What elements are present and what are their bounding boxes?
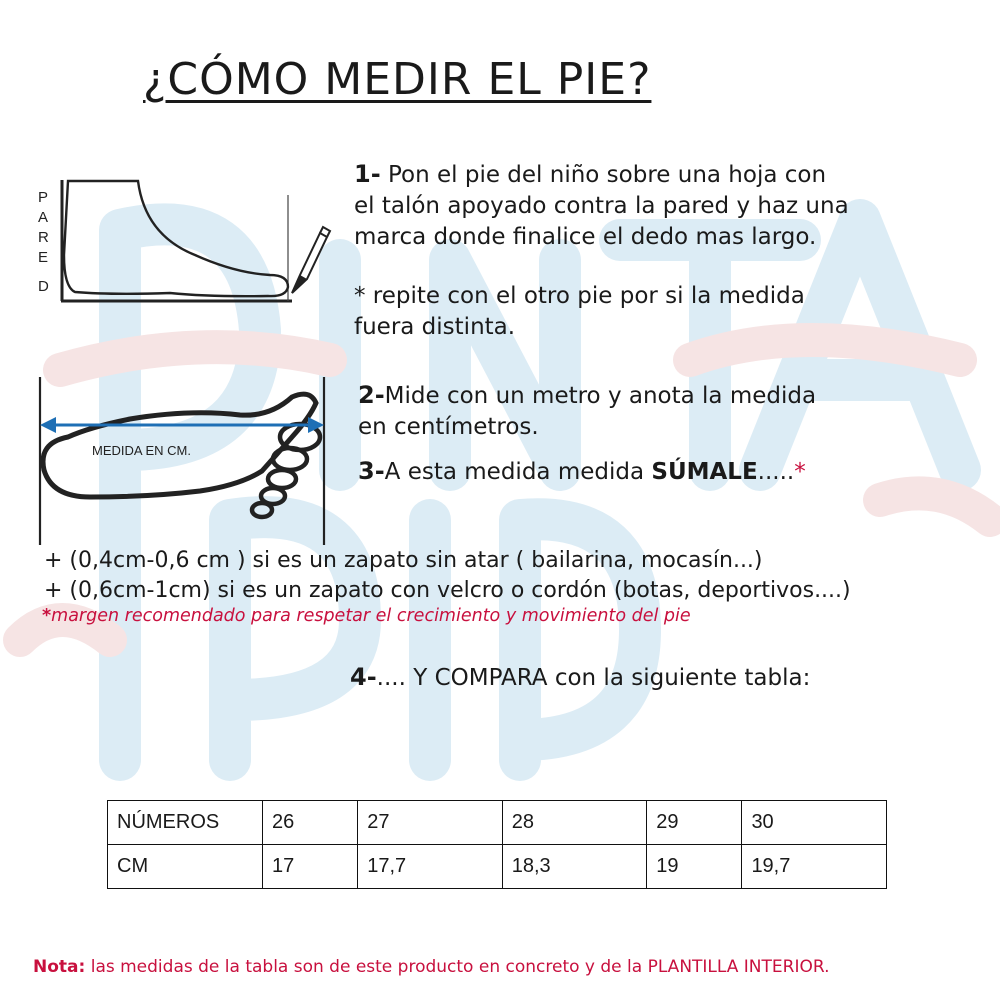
step-3 [358, 456, 806, 488]
step-text: .... Y COMPARA con la siguiente tabla: [376, 665, 811, 691]
step-4 [350, 662, 810, 694]
wall-letter: D [38, 278, 49, 295]
pencil-icon [292, 227, 330, 293]
table-cell: 17 [263, 845, 358, 889]
table-cell: CM [108, 845, 263, 889]
footnote-label: Nota: [33, 957, 86, 977]
wall-letter: A [38, 209, 49, 226]
step-number: 4- [350, 663, 377, 691]
asterisk-mark: * [42, 606, 52, 626]
step-text: en centímetros. [358, 414, 539, 440]
step-2 [358, 380, 816, 443]
repeat-note [354, 281, 805, 343]
page-title: ¿CÓMO MEDIR EL PIE? [143, 54, 652, 105]
table-row [108, 845, 887, 889]
step-1 [354, 159, 849, 253]
step-text: marca donde finalice el dedo mas largo. [354, 224, 817, 250]
size-table [107, 800, 887, 889]
table-cell: 17,7 [358, 845, 503, 889]
wall-letter: R [38, 229, 49, 246]
footnote [33, 957, 829, 977]
footnote-text: las medidas de la tabla son de este producto en concreto y de la PLANTILLA INTERIOR. [85, 957, 830, 977]
table-cell: 28 [502, 801, 647, 845]
margin-note-text: margen recomendado para respetar el crecimiento y movimiento del pie [51, 606, 691, 626]
table-cell: 18,3 [502, 845, 647, 889]
foot-side-illustration [30, 175, 340, 305]
note-text: * repite con el otro pie por si la medida [354, 283, 805, 309]
table-cell: 19,7 [742, 845, 887, 889]
step-text: el talón apoyado contra la pared y haz una [354, 193, 849, 219]
note-text: fuera distinta. [354, 314, 516, 340]
wall-letter: E [38, 249, 49, 266]
step-text: Pon el pie del niño sobre una hoja con [387, 162, 827, 188]
table-cell: 19 [647, 845, 742, 889]
step-dots: ..... [757, 459, 795, 485]
asterisk-mark: * [794, 459, 806, 485]
table-cell: 26 [263, 801, 358, 845]
step-text: A esta medida medida [384, 459, 652, 485]
addition-line: + (0,6cm-1cm) si es un zapato con velcro o cordón (botas, deportivos....) [44, 578, 851, 603]
wall-label [38, 189, 49, 295]
addition-line: + (0,4cm-0,6 cm ) si es un zapato sin atar ( bailarina, mocasín...) [44, 548, 763, 573]
step-number: 1- [354, 160, 381, 188]
step-number: 3- [358, 457, 385, 485]
table-cell: 27 [358, 801, 503, 845]
table-row [108, 801, 887, 845]
wall-letter: P [38, 189, 49, 206]
table-cell: 29 [647, 801, 742, 845]
step-number: 2- [358, 381, 385, 409]
measure-label: MEDIDA EN CM. [92, 443, 191, 458]
table-cell: 30 [742, 801, 887, 845]
step-text: Mide con un metro y anota la medida [384, 383, 817, 409]
margin-note [42, 606, 691, 626]
table-cell: NÚMEROS [108, 801, 263, 845]
step-bold-text: SÚMALE [651, 459, 758, 485]
foot-top-illustration [30, 375, 335, 547]
